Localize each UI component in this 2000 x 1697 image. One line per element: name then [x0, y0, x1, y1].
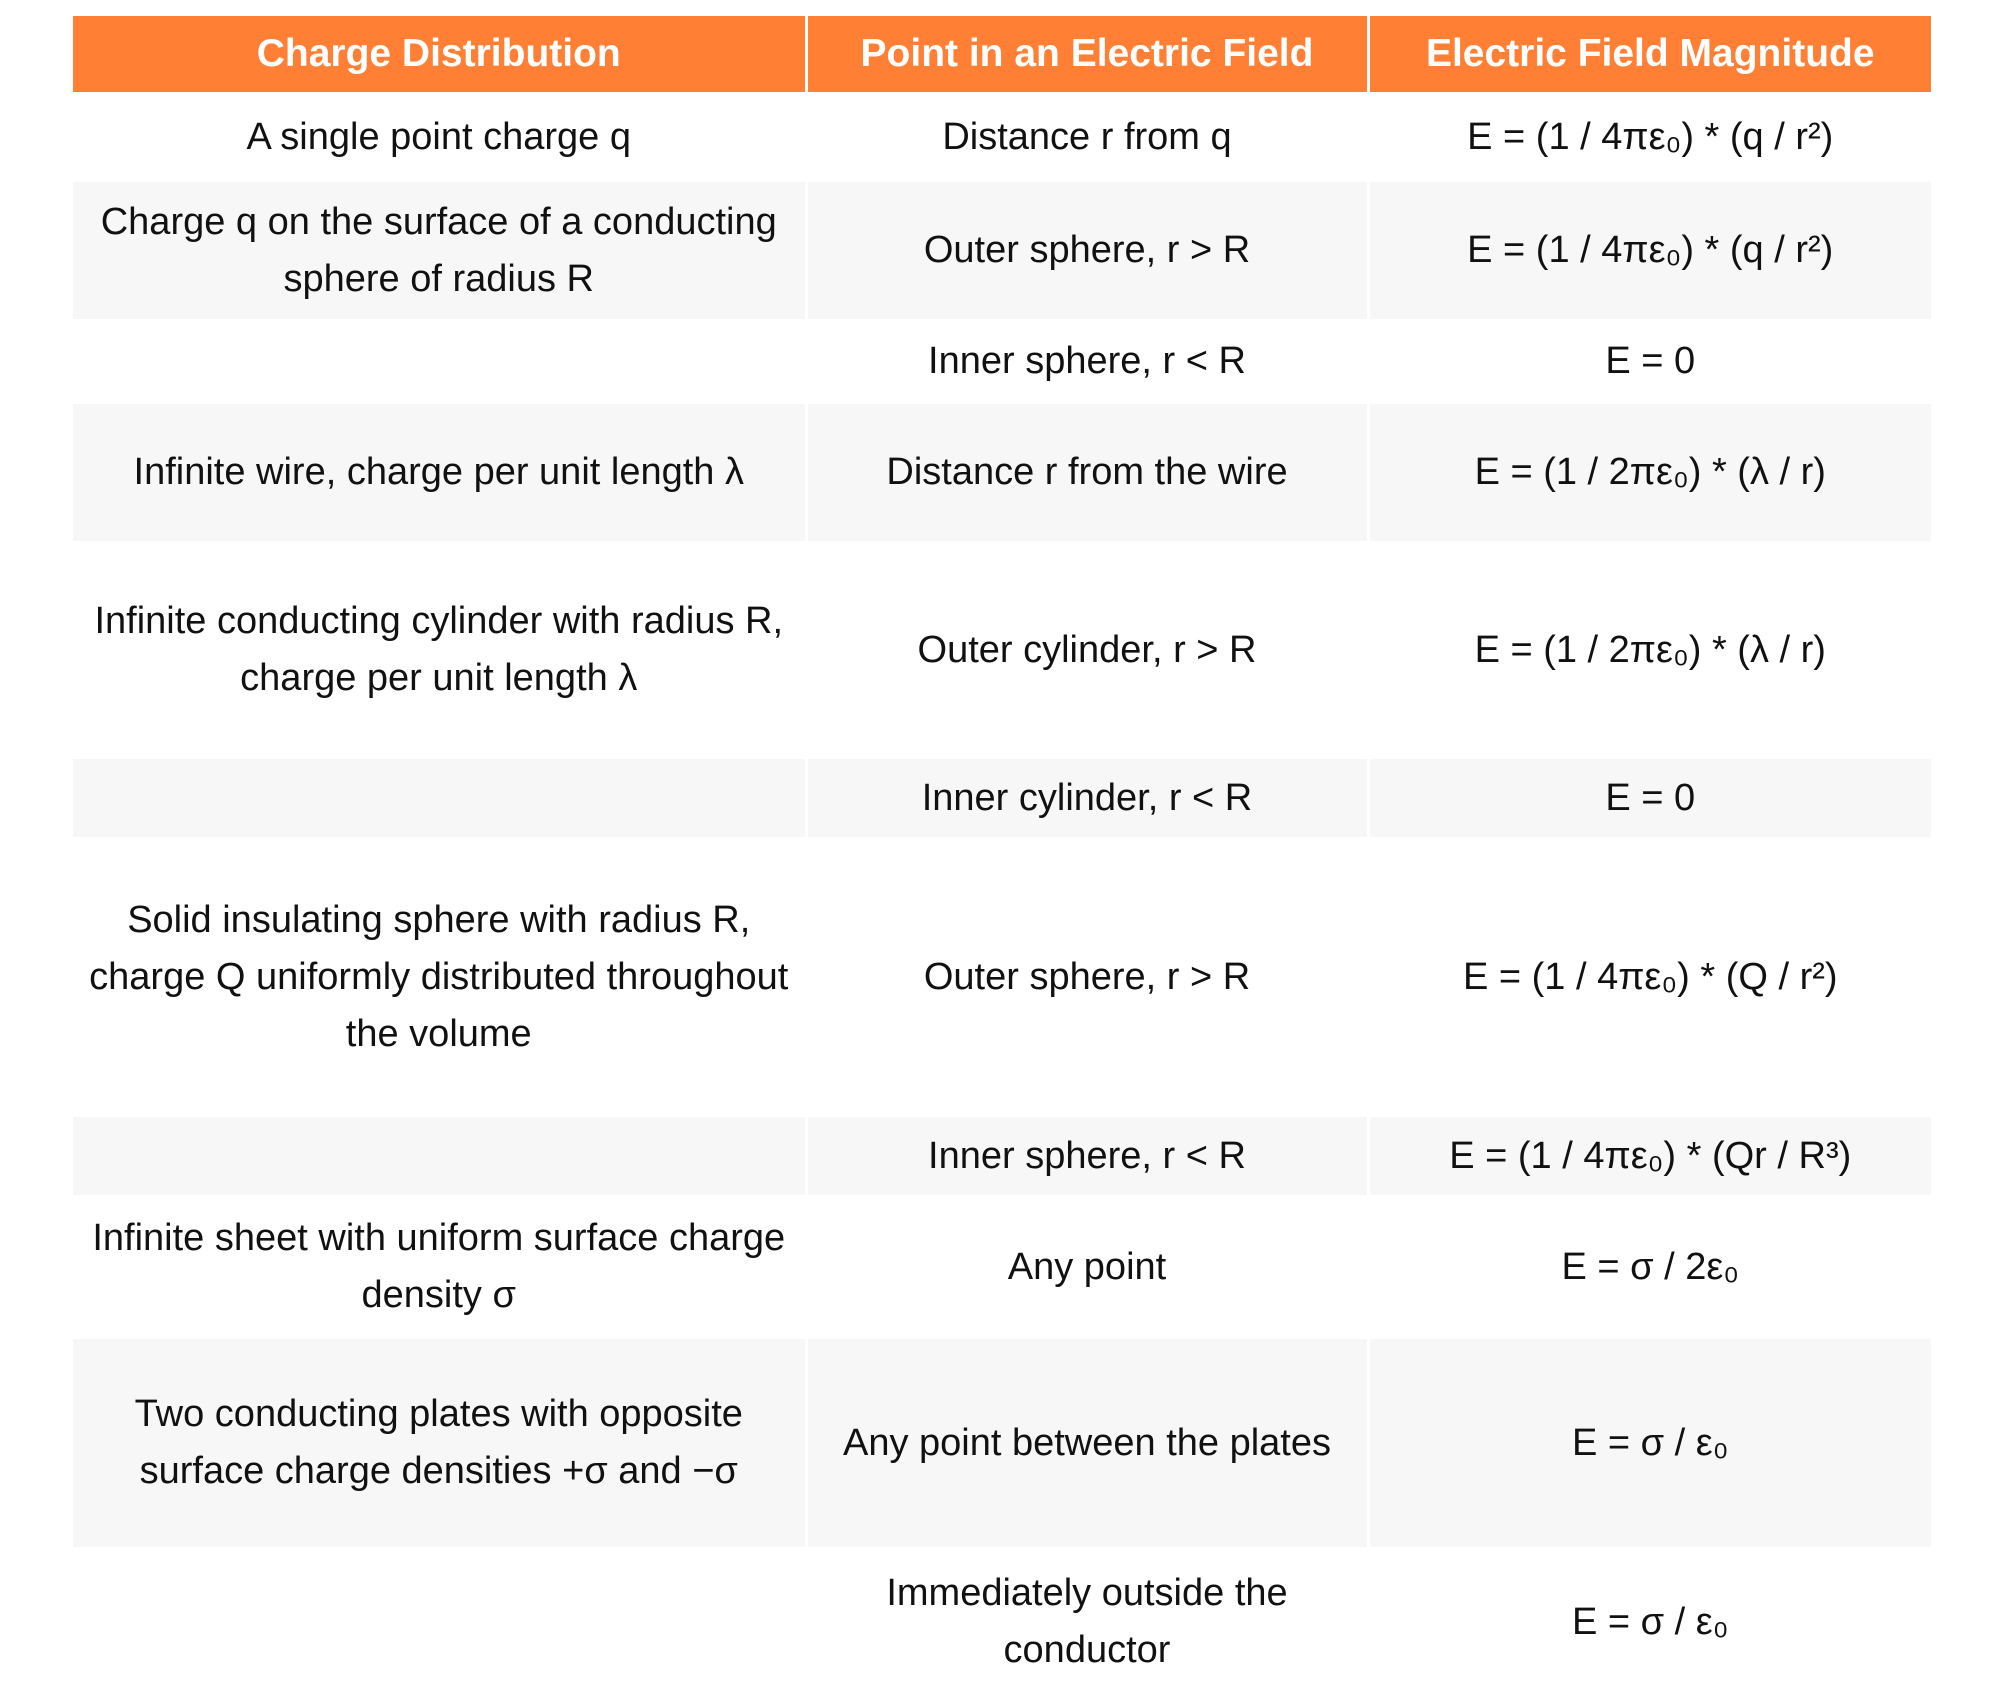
- table-row: [73, 319, 1931, 404]
- table-row: [73, 182, 1931, 319]
- table-row: [73, 92, 1931, 182]
- charge-distribution-cell: Solid insulating sphere with radius R, charge Q uniformly distributed throughout the volume: [73, 837, 806, 1117]
- header-field-magnitude: Electric Field Magnitude: [1368, 16, 1931, 92]
- field-magnitude-cell: E = (1 / 4πε₀) * (Qr / R³): [1368, 1117, 1931, 1195]
- table-row: [73, 759, 1931, 837]
- table-row: [73, 404, 1931, 541]
- electric-field-table: [73, 16, 1931, 1697]
- field-magnitude-cell: E = (1 / 4πε₀) * (Q / r²): [1368, 837, 1931, 1117]
- field-magnitude-cell: E = σ / ε₀: [1368, 1547, 1931, 1697]
- field-magnitude-cell: E = (1 / 4πε₀) * (q / r²): [1368, 182, 1931, 319]
- table-row: [73, 1547, 1931, 1697]
- table-row: [73, 1195, 1931, 1339]
- field-point-cell: Outer sphere, r > R: [806, 182, 1368, 319]
- charge-distribution-cell: [73, 1547, 806, 1697]
- charge-distribution-cell: Two conducting plates with opposite surface charge densities +σ and −σ: [73, 1339, 806, 1547]
- charge-distribution-cell: Charge q on the surface of a conducting sphere of radius R: [73, 182, 806, 319]
- field-point-cell: Immediately outside the conductor: [806, 1547, 1368, 1697]
- table-row: [73, 1339, 1931, 1547]
- field-point-cell: Outer cylinder, r > R: [806, 541, 1368, 759]
- charge-distribution-cell: Infinite conducting cylinder with radius R, charge per unit length λ: [73, 541, 806, 759]
- charge-distribution-cell: [73, 1117, 806, 1195]
- field-point-cell: Inner cylinder, r < R: [806, 759, 1368, 837]
- table-row: [73, 837, 1931, 1117]
- charge-distribution-cell: [73, 759, 806, 837]
- charge-distribution-cell: Infinite wire, charge per unit length λ: [73, 404, 806, 541]
- field-point-cell: Outer sphere, r > R: [806, 837, 1368, 1117]
- charge-distribution-cell: Infinite sheet with uniform surface charge density σ: [73, 1195, 806, 1339]
- table-body: [73, 92, 1931, 1697]
- field-point-cell: Distance r from q: [806, 92, 1368, 182]
- table-row: [73, 541, 1931, 759]
- field-point-cell: Inner sphere, r < R: [806, 1117, 1368, 1195]
- field-magnitude-cell: E = σ / 2ε₀: [1368, 1195, 1931, 1339]
- header-row: [73, 16, 1931, 92]
- field-point-cell: Inner sphere, r < R: [806, 319, 1368, 404]
- table-header: [73, 16, 1931, 92]
- field-magnitude-cell: E = (1 / 2πε₀) * (λ / r): [1368, 404, 1931, 541]
- field-magnitude-cell: E = (1 / 4πε₀) * (q / r²): [1368, 92, 1931, 182]
- field-point-cell: Any point: [806, 1195, 1368, 1339]
- field-point-cell: Distance r from the wire: [806, 404, 1368, 541]
- charge-distribution-cell: A single point charge q: [73, 92, 806, 182]
- table-row: [73, 1117, 1931, 1195]
- header-point-in-field: Point in an Electric Field: [806, 16, 1368, 92]
- header-charge-distribution: Charge Distribution: [73, 16, 806, 92]
- field-magnitude-cell: E = 0: [1368, 759, 1931, 837]
- field-point-cell: Any point between the plates: [806, 1339, 1368, 1547]
- field-magnitude-cell: E = σ / ε₀: [1368, 1339, 1931, 1547]
- field-magnitude-cell: E = (1 / 2πε₀) * (λ / r): [1368, 541, 1931, 759]
- field-magnitude-cell: E = 0: [1368, 319, 1931, 404]
- charge-distribution-cell: [73, 319, 806, 404]
